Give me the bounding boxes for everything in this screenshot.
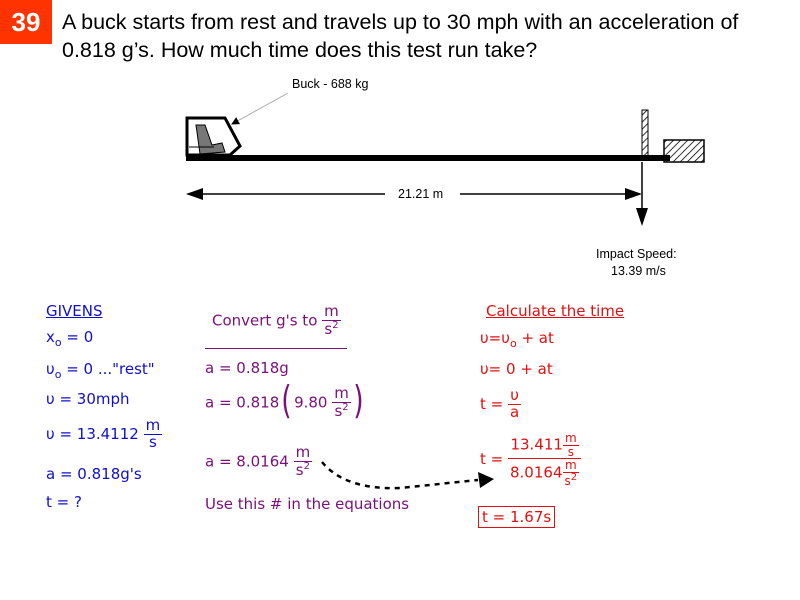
- convert-line2: a = 0.818( 9.80 $\frac{m}{s^2}$ ): [205, 377, 364, 422]
- convert-note: Use this # in the equations: [205, 495, 410, 513]
- convert-heading: Convert g's to $\frac{m}{s^2}$: [212, 302, 339, 338]
- buck-label: Buck - 688 kg: [292, 77, 369, 91]
- slide-number: 39: [11, 6, 41, 37]
- given-v-mph: υ = 30mph: [46, 390, 130, 408]
- convert-underline: [205, 348, 347, 349]
- givens-heading: GIVENS: [46, 302, 103, 320]
- dashed-arrow: [322, 462, 478, 488]
- question-text: A buck starts from rest and travels up to 30 mph with an acceleration of 0.818 g’s. How much time does this test run take?: [62, 10, 739, 62]
- calc-eq1: $\upsilon=\upsilon_o$ + at: [480, 329, 554, 350]
- given-vo: $\upsilon_o = 0$ ..."rest": [46, 360, 155, 381]
- convert-line1: a = 0.818g: [205, 359, 289, 377]
- given-a: a = 0.818g's: [46, 465, 142, 483]
- distance-arrow-left: [186, 188, 203, 200]
- impact-arrowhead: [636, 208, 648, 226]
- impact-wall: [664, 140, 704, 162]
- calc-eq3: t = $\frac{\upsilon}{a}$: [480, 386, 520, 421]
- calc-eq4: t = 13.411 $\frac{m}{s}$ 8.0164 $\frac{m}{s^2}$: [480, 432, 581, 487]
- given-v-ms: υ = 13.4112 $\frac{m}{s}$: [46, 416, 161, 451]
- buck-leader-line: [232, 93, 288, 124]
- barrier-post: [642, 110, 648, 156]
- convert-line3: a = 8.0164 $\frac{m}{s^2}$: [205, 443, 311, 479]
- given-xo: $x_o = 0$: [46, 328, 94, 349]
- distance-label: 21.21 m: [398, 187, 444, 201]
- answer-box: t = 1.67s: [478, 506, 555, 528]
- calc-eq2: υ= 0 + at: [480, 360, 553, 378]
- distance-arrow-right: [625, 188, 642, 200]
- impact-label-line2: 13.39 m/s: [611, 264, 666, 278]
- given-t: t = ?: [46, 493, 82, 511]
- calculate-heading: Calculate the time: [486, 302, 625, 320]
- track: [186, 155, 670, 161]
- impact-label-line1: Impact Speed:: [596, 247, 677, 261]
- calc-answer: [478, 508, 555, 526]
